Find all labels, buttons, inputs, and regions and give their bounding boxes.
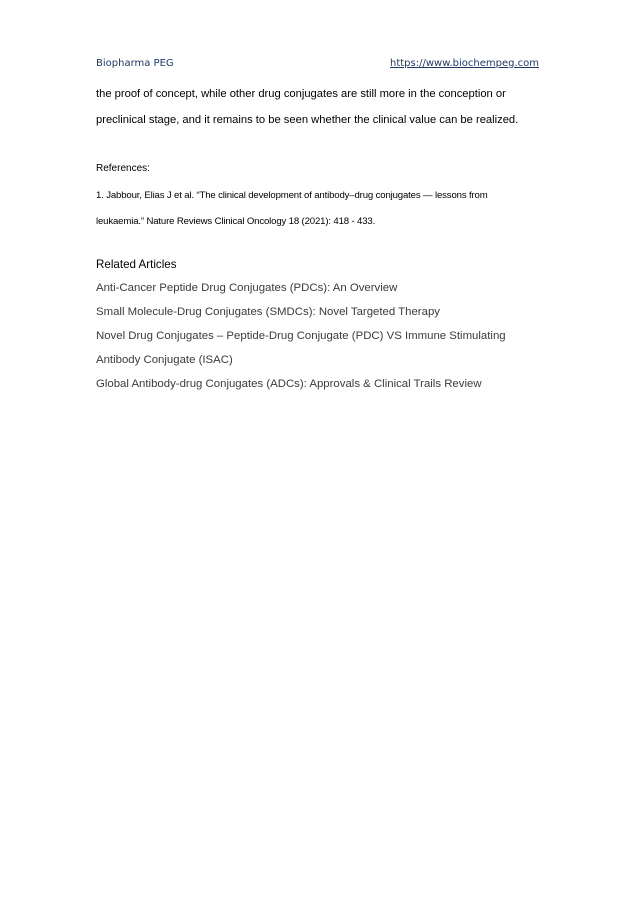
reference-line-2: leukaemia.” Nature Reviews Clinical Oncology 18 (2021): 418 - 433. xyxy=(96,216,376,227)
references-heading: References: xyxy=(96,163,150,174)
paragraph-line-1: the proof of concept, while other drug conjugates are still more in the conception or xyxy=(96,88,506,100)
related-article-link-smdc[interactable]: Small Molecule-Drug Conjugates (SMDCs): Novel Targeted Therapy xyxy=(96,306,440,318)
reference-line-1: 1. Jabbour, Elias J et al. “The clinical development of antibody–drug conjugates — lessons from xyxy=(96,190,488,201)
page-header xyxy=(96,58,539,74)
related-article-link-global-adcs[interactable]: Global Antibody-drug Conjugates (ADCs): Approvals & Clinical Trails Review xyxy=(96,378,482,390)
paragraph-line-2: preclinical stage, and it remains to be seen whether the clinical value can be realized. xyxy=(96,114,519,126)
header-company-name: Biopharma PEG xyxy=(96,58,174,69)
related-article-link-pdc-vs-isac-cont[interactable]: Antibody Conjugate (ISAC) xyxy=(96,354,233,366)
header-website-link[interactable]: https://www.biochempeg.com xyxy=(390,58,539,69)
related-article-link-pdc-vs-isac[interactable]: Novel Drug Conjugates – Peptide-Drug Conjugate (PDC) VS Immune Stimulating xyxy=(96,330,506,342)
related-article-link-pdc-overview[interactable]: Anti-Cancer Peptide Drug Conjugates (PDCs): An Overview xyxy=(96,282,398,294)
related-articles-heading: Related Articles xyxy=(96,258,177,271)
